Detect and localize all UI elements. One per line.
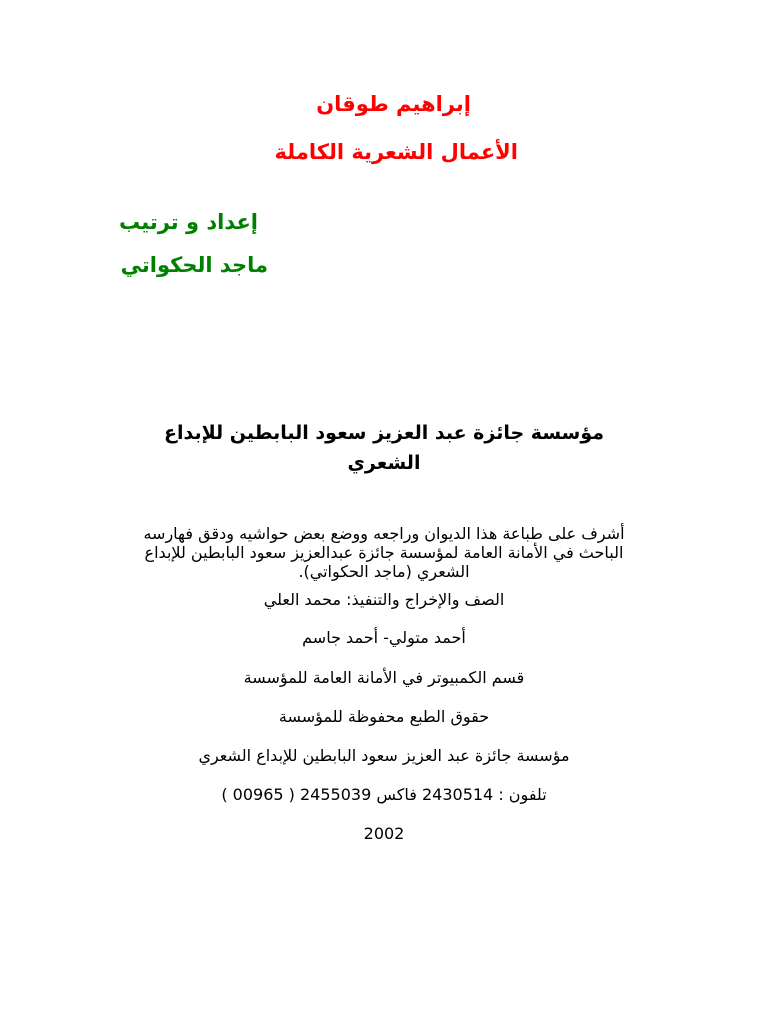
prepared-by-label: إعداد و ترتيب <box>119 210 258 234</box>
supervision-paragraph: أشرف على طباعة هذا الديوان وراجعه ووضع بعض حواشيه ودقق فهارسه الباحث في الأمانة العامة لمؤسسة جائزة عبدالعزيز سعود البابطين للإبداع الشعري (ماجد الحكواتي). <box>143 524 625 581</box>
collection-title: الأعمال الشعرية الكاملة <box>274 140 518 164</box>
typesetting-credit: الصف والإخراج والتنفيذ: محمد العلي <box>263 590 505 609</box>
rights-notice: حقوق الطبع محفوظة للمؤسسة <box>278 707 490 726</box>
staff-credit: أحمد متولي- أحمد جاسم <box>302 628 466 647</box>
institution-footer: مؤسسة جائزة عبد العزيز سعود البابطين للإبداع الشعري <box>198 746 570 765</box>
publication-year: 2002 <box>363 824 405 843</box>
contact-info: تلفون : 2430514 فاكس 2455039 ( 00965 ) <box>221 785 547 804</box>
preparer-name: ماجد الحكواتي <box>120 253 268 277</box>
author-name: إبراهيم طوقان <box>316 92 471 116</box>
department-credit: قسم الكمبيوتر في الأمانة العامة للمؤسسة <box>243 668 525 687</box>
institution-name: مؤسسة جائزة عبد العزيز سعود البابطين للإبداع الشعري <box>163 422 605 474</box>
